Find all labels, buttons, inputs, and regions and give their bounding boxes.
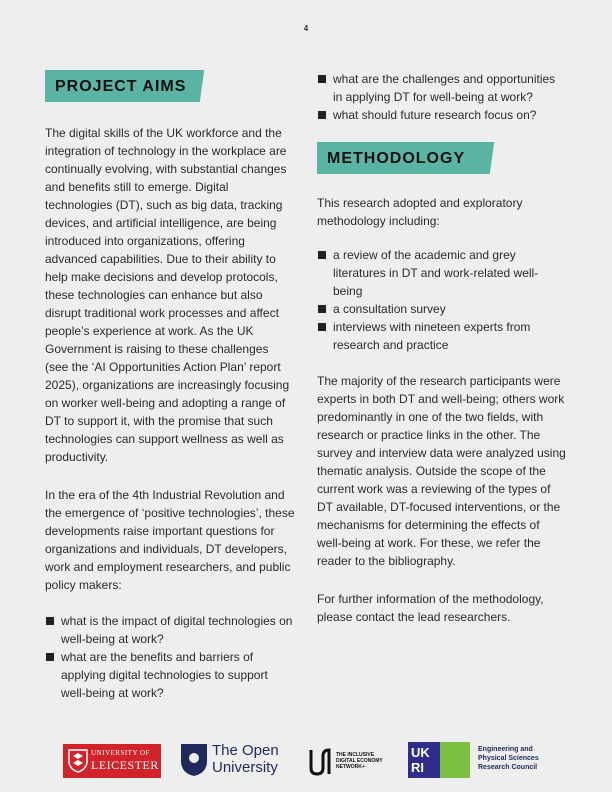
page-number: 4 — [303, 24, 309, 33]
inclusive-digital-economy-logo — [308, 744, 398, 778]
list-item: a review of the academic and grey literatures in DT and work-related well-being — [317, 246, 567, 300]
epsrc-line-3: Research Council — [478, 764, 538, 771]
methods-list — [317, 246, 567, 354]
epsrc-line-1: Engineering and — [478, 746, 533, 753]
leicester-crest-icon — [68, 749, 88, 773]
left-column — [45, 70, 295, 702]
methodology-paragraph-2: For further information of the methodology, please contact the lead researchers. — [317, 592, 544, 624]
open-university-line-1: The Open — [212, 742, 279, 759]
research-questions-list — [45, 612, 295, 702]
list-item: interviews with nineteen experts from research and practice — [317, 318, 567, 354]
list-item: a consultation survey — [317, 300, 567, 318]
methodology-paragraph-1: The majority of the research participants were experts in both DT and well-being; others work predominantly in one of the two fields, with research or practice links in the other. The survey and interview data were analyzed using thematic analysis. Outside the scope of the current work was a reviewing of the types of DT available, DT-focused interventions, or the mechanisms for determining the effects of well-being at work. For these, we refer the reader to the bibliography. — [317, 374, 566, 568]
ukri-epsrc-logo — [408, 742, 558, 778]
leicester-line-2: LEICESTER — [91, 758, 159, 772]
ukri-text: UK RI — [411, 745, 430, 775]
partner-logos — [0, 744, 612, 778]
right-column — [317, 70, 567, 626]
leicester-logo — [63, 744, 161, 778]
list-item: what should future research focus on? — [317, 106, 567, 124]
list-item: what are the benefits and barriers of applying digital technologies to support well-being at work? — [45, 648, 295, 702]
list-item: what are the challenges and opportunities in applying DT for well-being at work? — [317, 70, 567, 106]
open-university-logo — [180, 742, 290, 778]
research-questions-continued — [317, 70, 567, 124]
epsrc-line-2: Physical Sciences — [478, 755, 539, 762]
list-item: what is the impact of digital technologies on well-being at work? — [45, 612, 295, 648]
project-aims-heading: PROJECT AIMS — [45, 70, 195, 102]
open-university-shield-icon — [180, 743, 208, 777]
aims-paragraph-2: In the era of the 4th Industrial Revolution and the emergence of ‘positive technologies’, these developments raise important questions for organizations and individuals, DT developers, work and employment researchers, and public policy makers: — [45, 488, 295, 592]
aims-paragraph-1: The digital skills of the UK workforce and the integration of technology in the workplace are continually evolving, with substantial changes and benefits still to emerge. Digital technologies (DT), such as big data, tracking devices, and artificial intelligence, are being introduced into organizations, offering advanced capabilities. Due to their ability to help make decisions and develop protocols, these technologies can enhance but also disrupt traditional work processes and affect people’s experience at work. As the UK Government is raising to these challenges (see the ‘AI Opportunities Action Plan’ report 2025), organizations are increasingly focusing on worker well-being and adopting a range of DT to support it, with the promise that such technologies can support wellness as well as productivity. — [45, 126, 290, 464]
epsrc-green-block — [440, 742, 470, 778]
open-university-line-2: University — [212, 759, 278, 776]
inclusive-network-text: THE INCLUSIVE DIGITAL ECONOMY NETWORK+ — [336, 752, 383, 770]
methodology-intro: This research adopted and exploratory methodology including: — [317, 196, 523, 228]
leicester-line-1: UNIVERSITY OF — [91, 749, 150, 757]
methodology-heading: METHODOLOGY — [317, 142, 485, 174]
inclusive-network-icon — [308, 746, 332, 776]
